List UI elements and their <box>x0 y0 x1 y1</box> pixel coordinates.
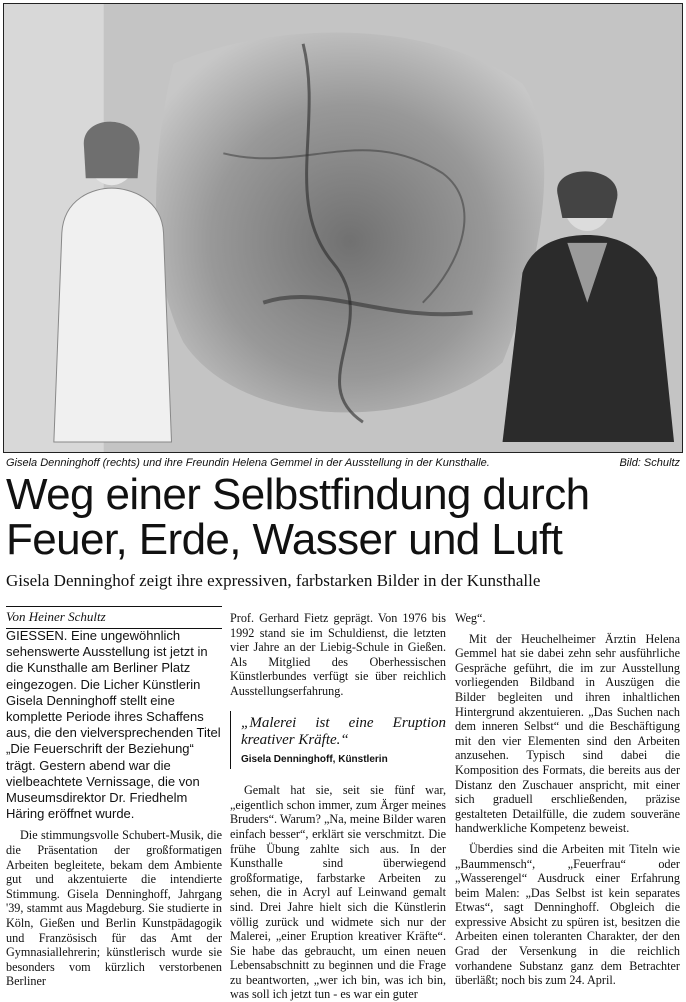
headline-line-1: Weg einer Selbstfindung durch <box>6 470 590 519</box>
article-photo <box>3 3 683 453</box>
headline-line-2: Feuer, Erde, Wasser und Luft <box>6 515 563 564</box>
lead-paragraph: GIESSEN. Eine ungewöhnlich sehenswerte Ausstellung ist jetzt in die Kunsthalle am Berliner Platz eingezogen. Die Licher Künstlerin Gisela Denninghoff stellt eine komplette Periode ihres Schaffens aus, die den vielversprechenden Titel „Die Feuerschrift der Beziehung“ trägt. Gestern abend war die vielbeachtete Vernissage, die von Museumsdirektor Dr. Friedhelm Häring eröffnet wurde. <box>6 628 221 822</box>
body-paragraph: Die stimmungsvolle Schubert-Musik, die die Präsentation der großformatigen Arbeiten begleitete, bekam dem Ambiente gut und akzentuierte die intendierte Stimmung. Gisela Denninghoff, Jahrgang '39, stammt aus Magdeburg. Sie studierte in Köln, Gießen und Berlin Kunstpädagogik und Französisch für das Amt der Gymnasiallehrerin; künstlerisch wurde sie besonders vom kürzlich verstorbenen Berliner <box>6 828 222 989</box>
body-paragraph: Mit der Heuchelheimer Ärztin Helena Gemmel hat sie dabei zehn sehr ausführliche Gespräche geführt, die im zur Ausstellung vorliegenden Bildband in Auszügen die Bilder begleiten und ihren inhaltlichen Hintergrund akzentuieren. „Das Suchen nach dem inneren Selbst“ und die Beschäftigung mit den vier Elementen sind den Arbeiten anzusehen. Typisch sind dabei die Komposition des Formats, die bereits aus der Distanz den Zuschauer anspricht, mit einer sich graduell erschließenden, präzise gestalteten Detailfülle, die zudem souveräne handwerkliche Kompetenz beweist. <box>455 631 680 836</box>
article-column-3 <box>455 611 680 988</box>
body-paragraph: Überdies sind die Arbeiten mit Titeln wie „Baummensch“, „Feuerfrau“ oder „Wasserengel“ Ausdruck einer Erfahrung beim Malen: „Das Selbst ist kein separates Etwas“, sagt Denninghoff. Obgleich die expressive Absicht zu spüren ist, besitzen die Arbeiten einen toleranten Charakter, der den Grad der Versenkung in die reichlich vorhandene Substanz ganz dem Betrachter überläßt; noch bis zum 24. April. <box>455 841 680 988</box>
byline: Von Heiner Schultz <box>6 606 222 629</box>
body-paragraph: Gemalt hat sie, seit sie fünf war, „eigentlich schon immer, zum Ärger meines Bruders“. Warum? „Na, meine Bilder waren einfach besser“, erklärt sie verschmitzt. Die frühe Übung zahlte sich aus. In der Kunsthalle sind überwiegend großformatige, farbstarke Arbeiten zu sehen, die in Acryl auf Leinwand gemalt sind. Drei Jahre hielt sich die Künstlerin völlig zurück und widmete sich nur der Malerei, „einer Eruption kreativer Kräfte“. Sie habe das gebraucht, um einen neuen Lebensabschnitt zu beginnen und die Frage zu beantworten, „wer ich bin, was ich bin, was soll ich jetzt tun - es war ein guter <box>230 783 446 1002</box>
subheadline: Gisela Denninghof zeigt ihre expressiven, farbstarken Bilder in der Kunsthalle <box>6 571 541 590</box>
pull-quote <box>230 711 446 770</box>
body-paragraph: Weg“. <box>455 611 486 625</box>
article-column-2 <box>230 611 446 1002</box>
pull-quote-text: „Malerei ist eine Eruption kreativer Kräfte.“ <box>241 714 446 748</box>
photo-caption: Gisela Denninghoff (rechts) und ihre Freundin Helena Gemmel in der Ausstellung in der Kunsthalle. <box>6 457 490 469</box>
headline <box>6 472 682 562</box>
article-column-1 <box>6 628 222 989</box>
photo-caption-row <box>6 455 680 471</box>
photo-credit: Bild: Schultz <box>619 457 680 469</box>
photo-illustration <box>4 4 682 452</box>
body-paragraph: Prof. Gerhard Fietz geprägt. Von 1976 bis 1992 stand sie im Schuldienst, die letzten vier Jahre an der Liebig-Schule in Gießen. Als Mitglied des Oberhessischen Künstlerbundes verfügt sie über reichlich Ausstellungserfahrung. <box>230 611 446 698</box>
pull-quote-source: Gisela Denninghoff, Künstlerin <box>241 753 388 765</box>
